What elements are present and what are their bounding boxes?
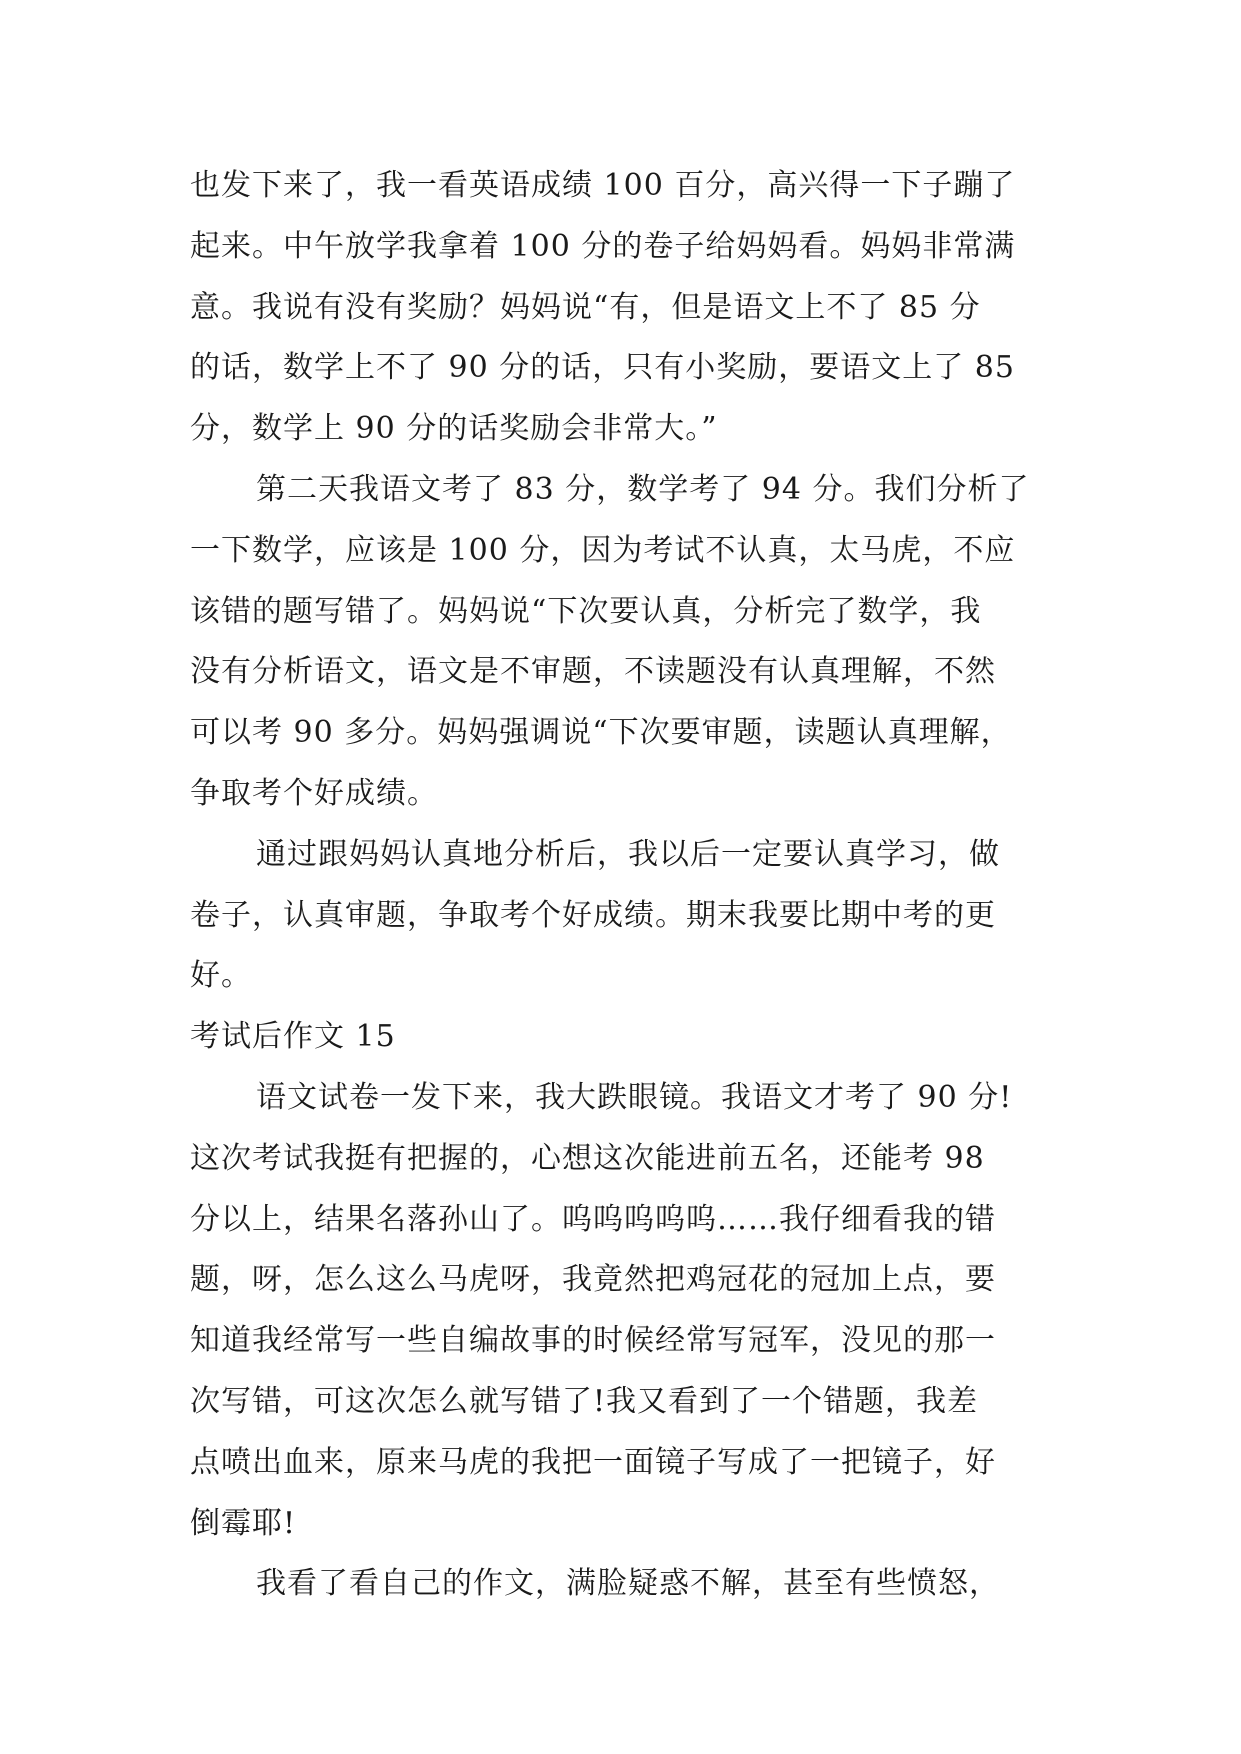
text-line: 一下数学，应该是 100 分，因为考试不认真，太马虎，不应 xyxy=(190,532,1016,568)
text-line: 我看了看自己的作文，满脸疑惑不解，甚至有些愤怒， xyxy=(256,1566,1000,1602)
text-line: 也发下来了，我一看英语成绩 100 百分，高兴得一下子蹦了 xyxy=(190,168,1016,203)
section-heading: 考试后作文 15 xyxy=(190,1019,396,1055)
text-line: 起来。中午放学我拿着 100 分的卷子给妈妈看。妈妈非常满 xyxy=(190,228,1016,264)
text-line: 争取考个好成绩。 xyxy=(190,775,438,811)
text-line: 分，数学上 90 分的话奖励会非常大。” xyxy=(190,411,718,447)
text-line: 倒霉耶! xyxy=(190,1505,297,1541)
text-line: 这次考试我挺有把握的，心想这次能进前五名，还能考 98 xyxy=(190,1140,985,1176)
text-line: 次写错，可这次怎么就写错了!我又看到了一个错题，我差 xyxy=(190,1383,979,1419)
text-line: 语文试卷一发下来，我大跌眼镜。我语文才考了 90 分! xyxy=(256,1079,1013,1115)
text-line: 可以考 90 多分。妈妈强调说“下次要审题，读题认真理解， xyxy=(190,715,1012,751)
text-line: 卷子，认真审题，争取考个好成绩。期末我要比期中考的更 xyxy=(190,897,996,933)
text-line: 的话，数学上不了 90 分的话，只有小奖励，要语文上了 85 xyxy=(190,350,1015,386)
text-line: 分以上，结果名落孙山了。呜呜呜呜呜……我仔细看我的错 xyxy=(190,1201,996,1237)
text-line: 题，呀，怎么这么马虎呀，我竟然把鸡冠花的冠加上点，要 xyxy=(190,1262,996,1298)
text-line: 第二天我语文考了 83 分，数学考了 94 分。我们分析了 xyxy=(256,471,1030,507)
text-line: 意。我说有没有奖励？妈妈说“有，但是语文上不了 85 分 xyxy=(190,289,981,325)
text-line: 好。 xyxy=(190,958,252,994)
text-line: 知道我经常写一些自编故事的时候经常写冠军，没见的那一 xyxy=(190,1323,996,1359)
text-line: 该错的题写错了。妈妈说“下次要认真，分析完了数学，我 xyxy=(190,593,982,629)
text-line: 点喷出血来，原来马虎的我把一面镜子写成了一把镜子，好 xyxy=(190,1444,996,1480)
document-body xyxy=(190,156,1090,1615)
text-line: 没有分析语文，语文是不审题，不读题没有认真理解，不然 xyxy=(190,654,996,690)
text-line: 通过跟妈妈认真地分析后，我以后一定要认真学习，做 xyxy=(256,836,1000,872)
